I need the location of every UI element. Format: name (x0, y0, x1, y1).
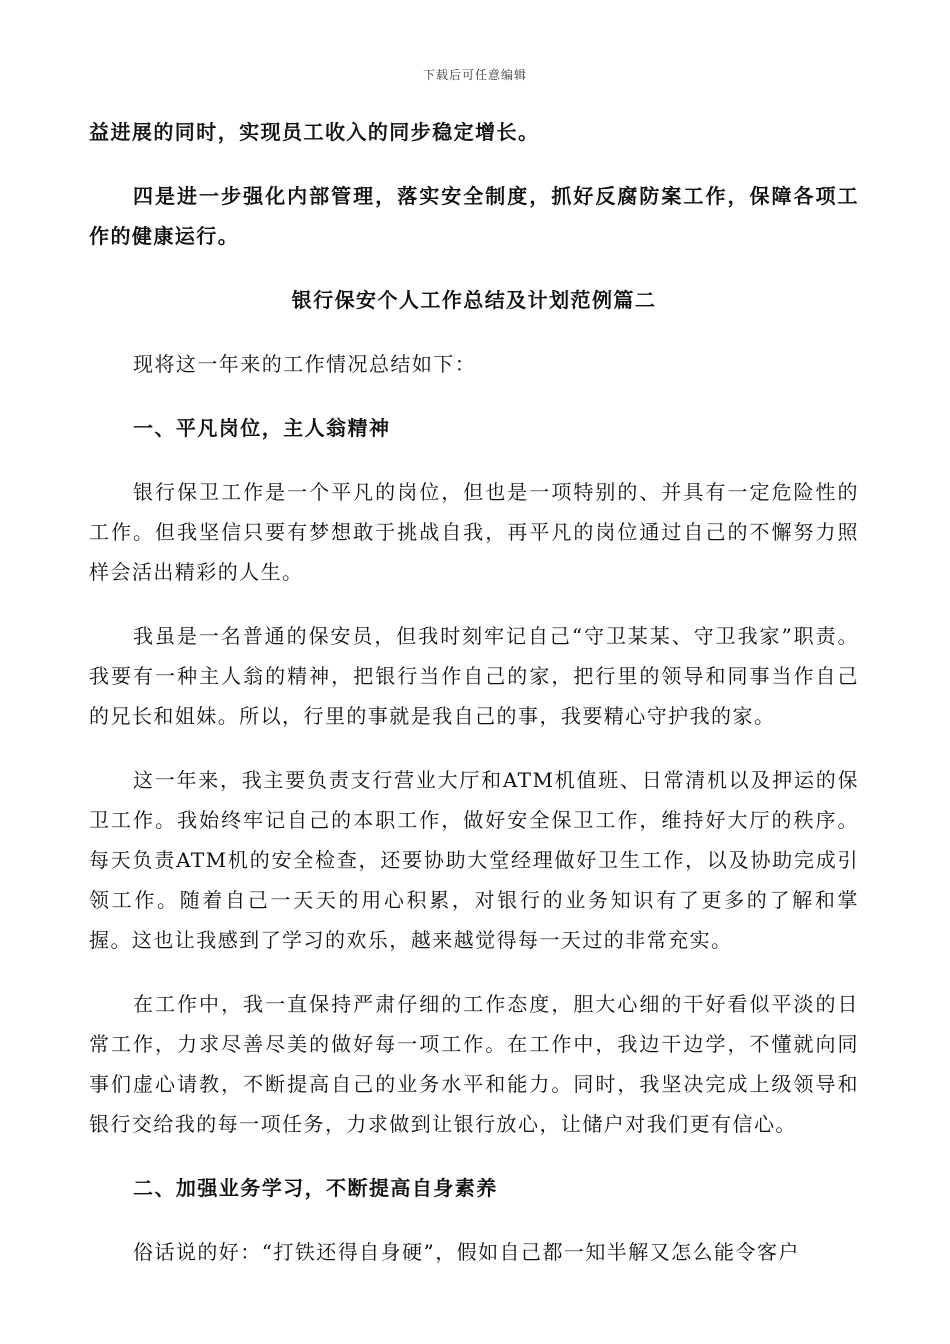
heading-one: 一、平凡岗位，主人翁精神 (133, 416, 391, 440)
paragraph-body-4: 在工作中，我一直保持严肃仔细的工作态度，胆大心细的干好看似平淡的日常工作，力求尽善尽美的做好每一项工作。在工作中，我边干边学，不懂就向同事们虚心请教，不断提高自己的业务水平和能力。同时，我坚决完成上级领导和银行交给我的每一项任务，力求做到让银行放心，让储户对我们更有信心。 (89, 992, 859, 1136)
document-body (89, 112, 859, 1272)
paragraph-body-2: 我虽是一名普通的保安员，但我时刻牢记自己“守卫某某、守卫我家”职责。我要有一种主人翁的精神，把银行当作自己的家，把行里的领导和同事当作自己的兄长和姐妹。所以，行里的事就是我自己的事，我要精心守护我的家。 (89, 624, 859, 728)
paragraph-body-5: 俗话说的好：“打铁还得自身硬”，假如自己都一知半解又怎么能令客户 (133, 1240, 800, 1264)
paragraph-body-1: 银行保卫工作是一个平凡的岗位，但也是一项特别的、并具有一定危险性的工作。但我坚信只要有梦想敢于挑战自我，再平凡的岗位通过自己的不懈努力照样会活出精彩的人生。 (89, 480, 859, 584)
paragraph-point-four: 四是进一步强化内部管理，落实安全制度，抓好反腐防案工作，保障各项工作的健康运行。 (89, 184, 859, 248)
paragraph-intro: 现将这一年来的工作情况总结如下： (133, 352, 477, 376)
page-header: 下载后可任意编辑 (422, 68, 527, 82)
heading-two: 二、加强业务学习，不断提高自身素养 (133, 1176, 498, 1200)
paragraph-body-3: 这一年来，我主要负责支行营业大厅和ATM机值班、日常清机以及押运的保卫工作。我始终牢记自己的本职工作，做好安全保卫工作，维持好大厅的秩序。每天负责ATM机的安全检查，还要协助大堂经理做好卫生工作，以及协助完成引领工作。随着自己一天天的用心积累，对银行的业务知识有了更多的了解和掌握。这也让我感到了学习的欢乐，越来越觉得每一天过的非常充实。 (89, 768, 859, 952)
paragraph-continuation: 益进展的同时，实现员工收入的同步稳定增长。 (89, 120, 540, 144)
section-title: 银行保安个人工作总结及计划范例篇二 (291, 288, 657, 312)
